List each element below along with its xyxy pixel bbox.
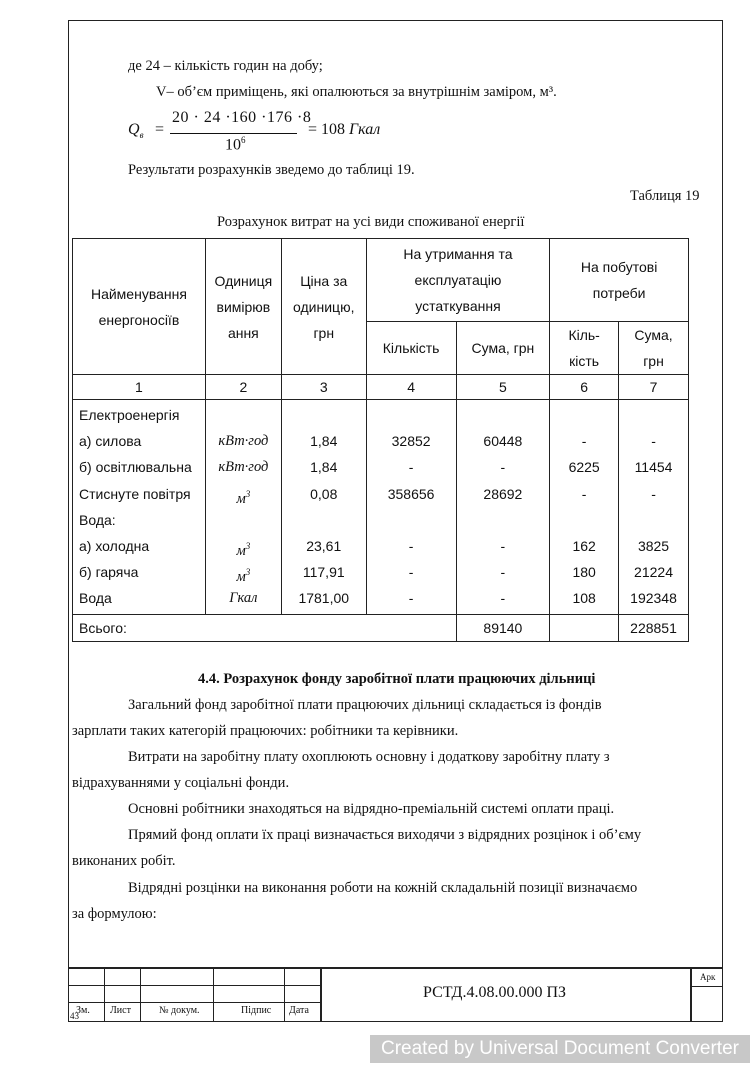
formula-lhs: $Q_в$	[128, 121, 144, 141]
paragraph-1b: зарплати таких категорій працюючих: робітники та керівники.	[72, 723, 459, 739]
header-qty2: Кіль- кість	[550, 322, 619, 375]
total-label: Всього:	[73, 615, 457, 642]
col-number: 2	[205, 375, 281, 400]
header-maintenance: На утримання та експлуатацію устаткування	[366, 239, 550, 322]
paragraph-1a: Загальний фонд заробітної плати працюючих дільниці складається із фондів	[128, 697, 602, 713]
header-sum: Сума, грн	[456, 322, 550, 375]
formula-fraction-bar	[170, 133, 297, 134]
prices-column: 1,84 1,84 0,08 23,61 117,91 1781,00	[281, 400, 366, 615]
stamp-ark: Арк	[700, 972, 716, 982]
intro-line-2: V– об’єм приміщень, які опалюються за внутрішнім заміром, м³.	[156, 84, 557, 100]
col-number: 3	[281, 375, 366, 400]
sum2-column: - 11454 - 3825 21224 192348	[619, 400, 689, 615]
header-qty: Кількість	[366, 322, 456, 375]
stamp-doc: № докум.	[159, 1005, 200, 1016]
stamp-list: Лист	[110, 1005, 131, 1016]
table-body-row	[73, 400, 689, 615]
paragraph-5a: Відрядні розцінки на виконання роботи на кожній складальній позиції визначаємо	[128, 880, 638, 896]
stamp-izm: Зм.	[76, 1005, 90, 1016]
col-number: 6	[550, 375, 619, 400]
header-unit: Одиниця вимірюв ання	[205, 239, 281, 375]
total-sum2: 228851	[619, 615, 689, 642]
stamp-sign: Підпис	[241, 1005, 272, 1016]
units-column: кВт·год кВт·год $м^3$ $м^3$ $м^3$ Гкал	[205, 400, 281, 615]
formula-denominator: $10^6$	[225, 135, 246, 154]
formula	[128, 107, 428, 157]
col-number: 7	[619, 375, 689, 400]
sum-column: 60448 - 28692 - - -	[456, 400, 550, 615]
total-row	[73, 615, 689, 642]
qty2-column: - 6225 - 162 180 108	[550, 400, 619, 615]
formula-result: = 108 Гкал	[308, 121, 381, 138]
paragraph-4b: виконаних робіт.	[72, 853, 176, 869]
header-sum2: Сума, грн	[619, 322, 689, 375]
header-name: Найменування енергоносіїв	[73, 239, 206, 375]
summary-line: Результати розрахунків зведемо до таблиці 19.	[128, 162, 415, 178]
paragraph-4a: Прямий фонд оплати їх праці визначається виходячи з відрядних розцінок і об’єму	[128, 827, 642, 843]
col-number: 5	[456, 375, 550, 400]
table-label: Таблиця 19	[630, 188, 700, 204]
energy-cost-table	[72, 238, 689, 642]
paragraph-2b: відрахуваннями у соціальні фонди.	[72, 775, 290, 791]
col-number: 4	[366, 375, 456, 400]
watermark: Created by Universal Document Converter	[370, 1035, 750, 1063]
header-domestic: На побутові потреби	[550, 239, 689, 322]
paragraph-5b: за формулою:	[72, 906, 157, 922]
formula-numerator: 20 · 24 ·160 ·176 ·8	[172, 109, 312, 126]
total-empty	[550, 615, 619, 642]
title-block	[68, 967, 723, 1022]
paragraph-2a: Витрати на заробітну плату охоплюють основну і додаткову заробітну плату з	[128, 749, 610, 765]
table-title: Розрахунок витрат на усі види споживаної енергії	[217, 214, 525, 230]
document-code: РСТД.4.08.00.000 ПЗ	[423, 984, 567, 1001]
names-column: Електроенергія а) силова б) освітлювальна Стиснуте повітря Вода: а) холодна б) гаряча Вода	[73, 400, 206, 615]
column-numbers-row	[73, 375, 689, 400]
col-number: 1	[73, 375, 206, 400]
paragraph-3: Основні робітники знаходяться на відрядно-преміальній системі оплати праці.	[128, 801, 615, 817]
stamp-page-number: 43	[70, 1011, 79, 1021]
qty-column: 32852 - 358656 - - -	[366, 400, 456, 615]
total-sum: 89140	[456, 615, 550, 642]
stamp-date: Дата	[289, 1005, 309, 1016]
header-price: Ціна за одиницю, грн	[281, 239, 366, 375]
intro-line-1: де 24 – кількість годин на добу;	[128, 58, 323, 74]
section-heading: 4.4. Розрахунок фонду заробітної плати працюючих дільниці	[198, 671, 596, 687]
formula-equals: =	[155, 121, 165, 138]
